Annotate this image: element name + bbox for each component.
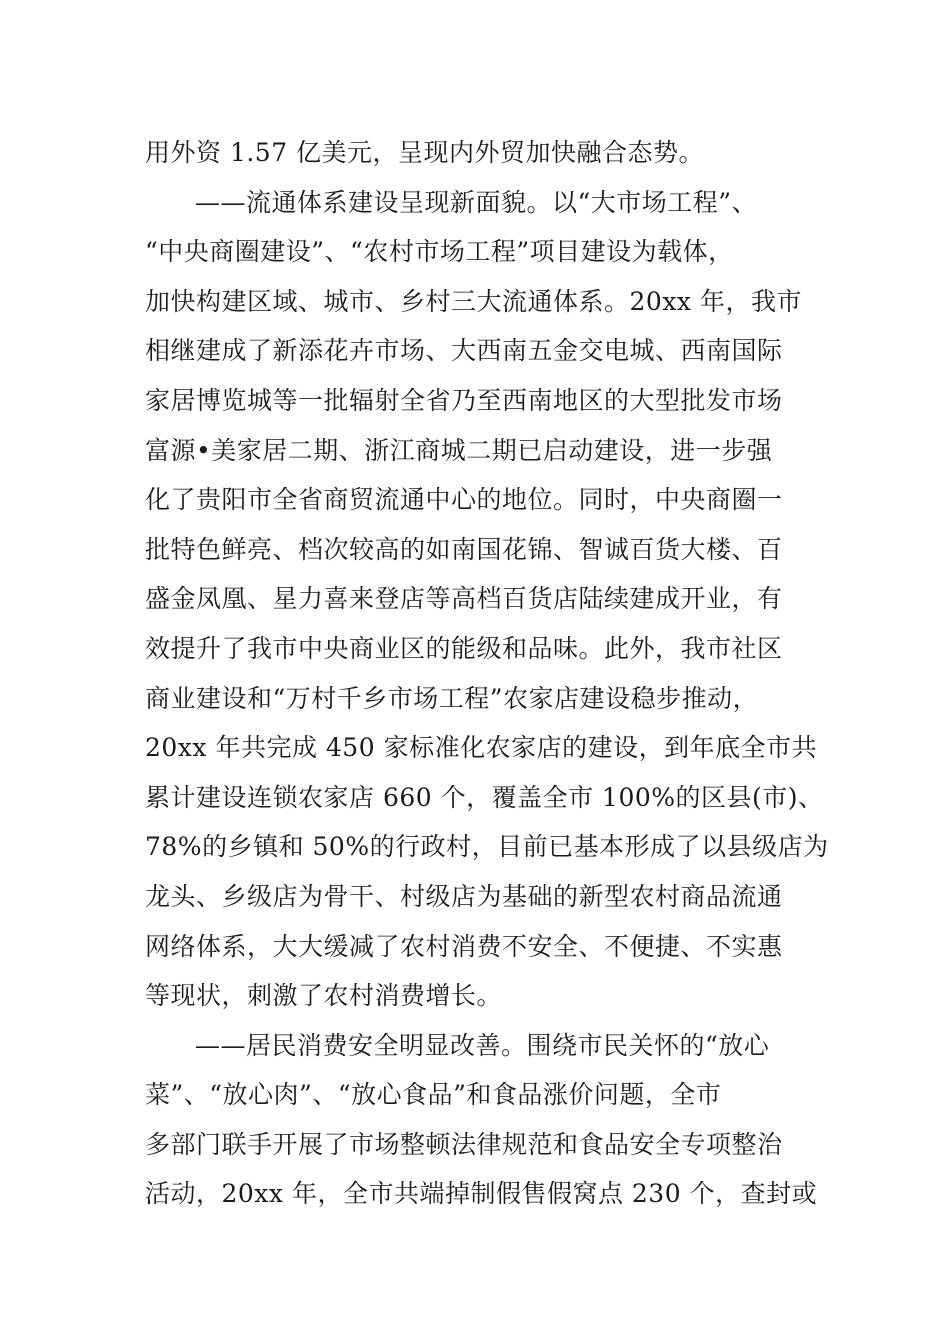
text-line: 盛金凤凰、星力喜来登店等高档百货店陆续建成开业，有 [145,584,783,614]
text-line: 活动，20xx 年，全市共端掉制假售假窝点 230 个，查封或 [145,1179,818,1209]
text-line: 龙头、乡级店为骨干、村级店为基础的新型农村商品流通 [145,881,783,911]
text-line: 用外资 1.57 亿美元，呈现内外贸加快融合态势。 [145,138,705,167]
text-line: 化了贵阳市全省商贸流通中心的地位。同时，中央商圈一 [145,485,783,515]
text-line: 家居博览城等一批辐射全省乃至西南地区的大型批发市场 [145,385,783,415]
text-line: 等现状，刺激了农村消费增长。 [145,981,503,1011]
text-line: 菜”、“放心肉”、“放心食品”和食品涨价问题，全市 [145,1080,722,1110]
text-line: “中央商圈建设”、“农村市场工程”项目建设为载体， [145,237,734,267]
text-line: 78%的乡镇和 50%的行政村，目前已基本形成了以县级店为 [145,832,829,862]
body-text [145,128,845,1219]
text-line: 20xx 年共完成 450 家标准化农家店的建设，到年底全市共 [145,733,818,763]
text-line: 富源•美家居二期、浙江商城二期已启动建设，进一步强 [145,435,773,465]
text-line: 效提升了我市中央商业区的能级和品味。此外，我市社区 [145,633,783,663]
text-line: ——流通体系建设呈现新面貌。以“大市场工程”、 [195,187,758,217]
text-line: 累计建设连锁农家店 660 个，覆盖全市 100%的区县(市)、 [145,782,824,812]
text-line: 批特色鲜亮、档次较高的如南国花锦、智诚百货大楼、百 [145,534,783,564]
text-line: 网络体系，大大缓减了农村消费不安全、不便捷、不实惠 [145,931,783,961]
text-line: 相继建成了新添花卉市场、大西南五金交电城、西南国际 [145,336,783,366]
text-line: 商业建设和“万村千乡市场工程”农家店建设稳步推动， [145,683,759,713]
text-line: ——居民消费安全明显改善。围绕市民关怀的“放心 [195,1030,770,1060]
text-line: 加快构建区域、城市、乡村三大流通体系。20xx 年，我市 [145,286,802,316]
text-line: 多部门联手开展了市场整顿法律规范和食品安全专项整治 [145,1129,783,1159]
